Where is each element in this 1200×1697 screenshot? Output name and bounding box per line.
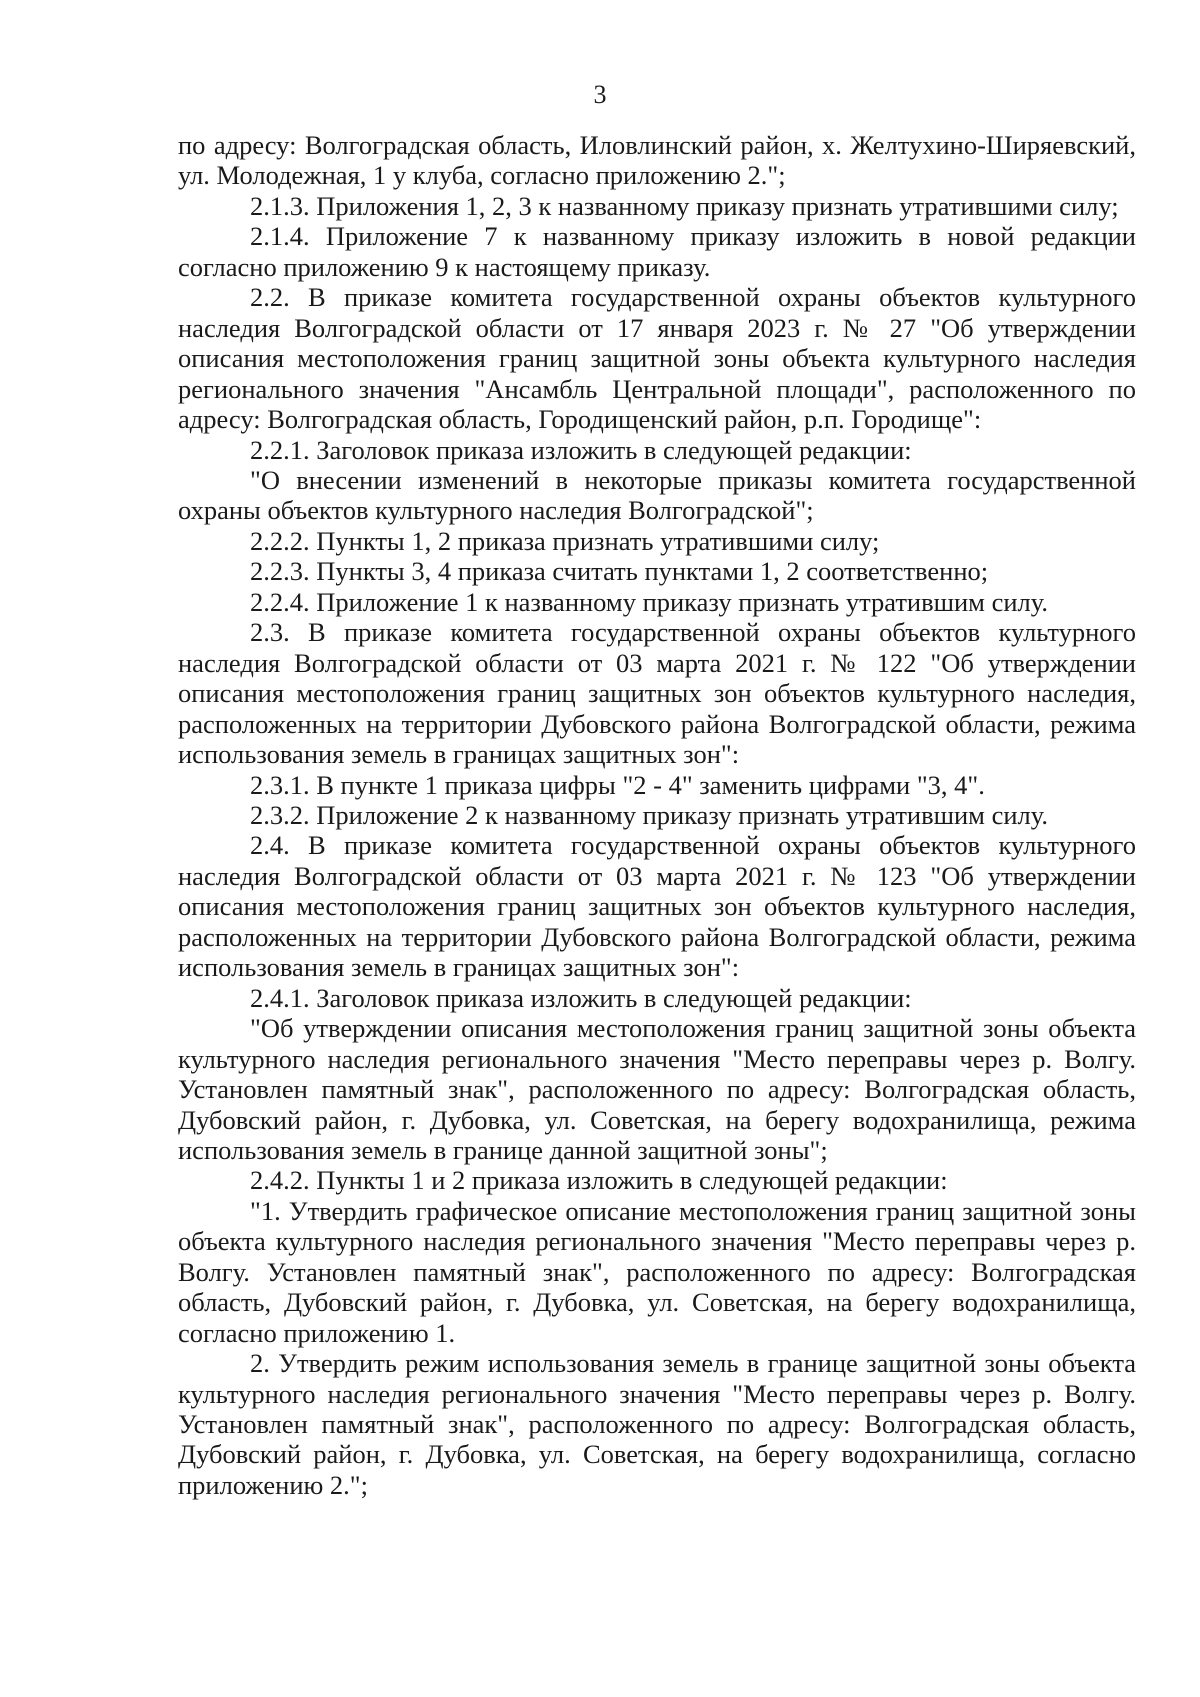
paragraph: 2. Утвердить режим использования земель в границе защитной зоны объекта культурного наследия регионального значения "Место переправы через р. Волгу. Установлен памятный знак", расположенного по адресу: Волгоградская область, Дубовский район, г. Дубовка, ул. Советская, на берегу водохранилища, согласно приложению 2."; (178, 1348, 1136, 1500)
paragraph: 2.1.3. Приложения 1, 2, 3 к названному приказу признать утратившими силу; (250, 190, 1119, 221)
paragraph: "О внесении изменений в некоторые приказы комитета государственной охраны объектов культурного наследия Волгоградской"; (178, 464, 1136, 526)
paragraph: 2.4.1. Заголовок приказа изложить в следующей редакции: (250, 982, 912, 1013)
paragraph: "Об утверждении описания местоположения границ защитной зоны объекта культурного наследия регионального значения "Место переправы через р. Волгу. Установлен памятный знак", расположенного по адресу: Волгоградская область, Дубовский район, г. Дубовка, ул. Советская, на берегу водохранилища, режима использования земель в границе данной защитной зоны"; (178, 1013, 1136, 1165)
page-number: 3 (593, 80, 607, 109)
paragraph: 2.1.4. Приложение 7 к названному приказу изложить в новой редакции согласно приложению 9 к настоящему приказу. (178, 221, 1136, 282)
paragraph: 2.2.3. Пункты 3, 4 приказа считать пунктами 1, 2 соответственно; (250, 556, 989, 587)
document-body (178, 130, 1136, 1500)
paragraph: 2.3. В приказе комитета государственной охраны объектов культурного наследия Волгоградской области от 03 марта 2021 г. № 122 "Об утверждении описания местоположения границ защитных зон объектов культурного наследия, расположенных на территории Дубовского района Волгоградской области, режима использования земель в границах защитных зон": (178, 617, 1136, 770)
paragraph: 2.2.1. Заголовок приказа изложить в следующей редакции: (250, 434, 912, 465)
paragraph: 2.2.2. Пункты 1, 2 приказа признать утратившими силу; (250, 525, 880, 556)
paragraph: 2.4. В приказе комитета государственной охраны объектов культурного наследия Волгоградской области от 03 марта 2021 г. № 123 "Об утверждении описания местоположения границ защитных зон объектов культурного наследия, расположенных на территории Дубовского района Волгоградской области, режима использования земель в границах защитных зон": (178, 830, 1136, 983)
paragraph: 2.2.4. Приложение 1 к названному приказу признать утратившим силу. (250, 586, 1048, 617)
paragraph: по адресу: Волгоградская область, Иловлинский район, х. Желтухино-Ширяевский, ул. Молодежная, 1 у клуба, согласно приложению 2."; (178, 130, 1136, 191)
paragraph: "1. Утвердить графическое описание местоположения границ защитной зоны объекта культурного наследия регионального значения "Место переправы через р. Волгу. Установлен памятный знак", расположенного по адресу: Волгоградская область, Дубовский район, г. Дубовка, ул. Советская, на берегу водохранилища, согласно приложению 1. (178, 1195, 1136, 1348)
paragraph: 2.3.1. В пункте 1 приказа цифры "2 - 4" заменить цифрами "3, 4". (250, 769, 985, 800)
paragraph: 2.3.2. Приложение 2 к названному приказу признать утратившим силу. (250, 799, 1048, 830)
paragraph: 2.4.2. Пункты 1 и 2 приказа изложить в следующей редакции: (250, 1165, 948, 1196)
paragraph: 2.2. В приказе комитета государственной охраны объектов культурного наследия Волгоградской области от 17 января 2023 г. № 27 "Об утверждении описания местоположения границ защитной зоны объекта культурного наследия регионального значения "Ансамбль Центральной площади", расположенного по адресу: Волгоградская область, Городищенский район, р.п. Городище": (178, 282, 1136, 435)
